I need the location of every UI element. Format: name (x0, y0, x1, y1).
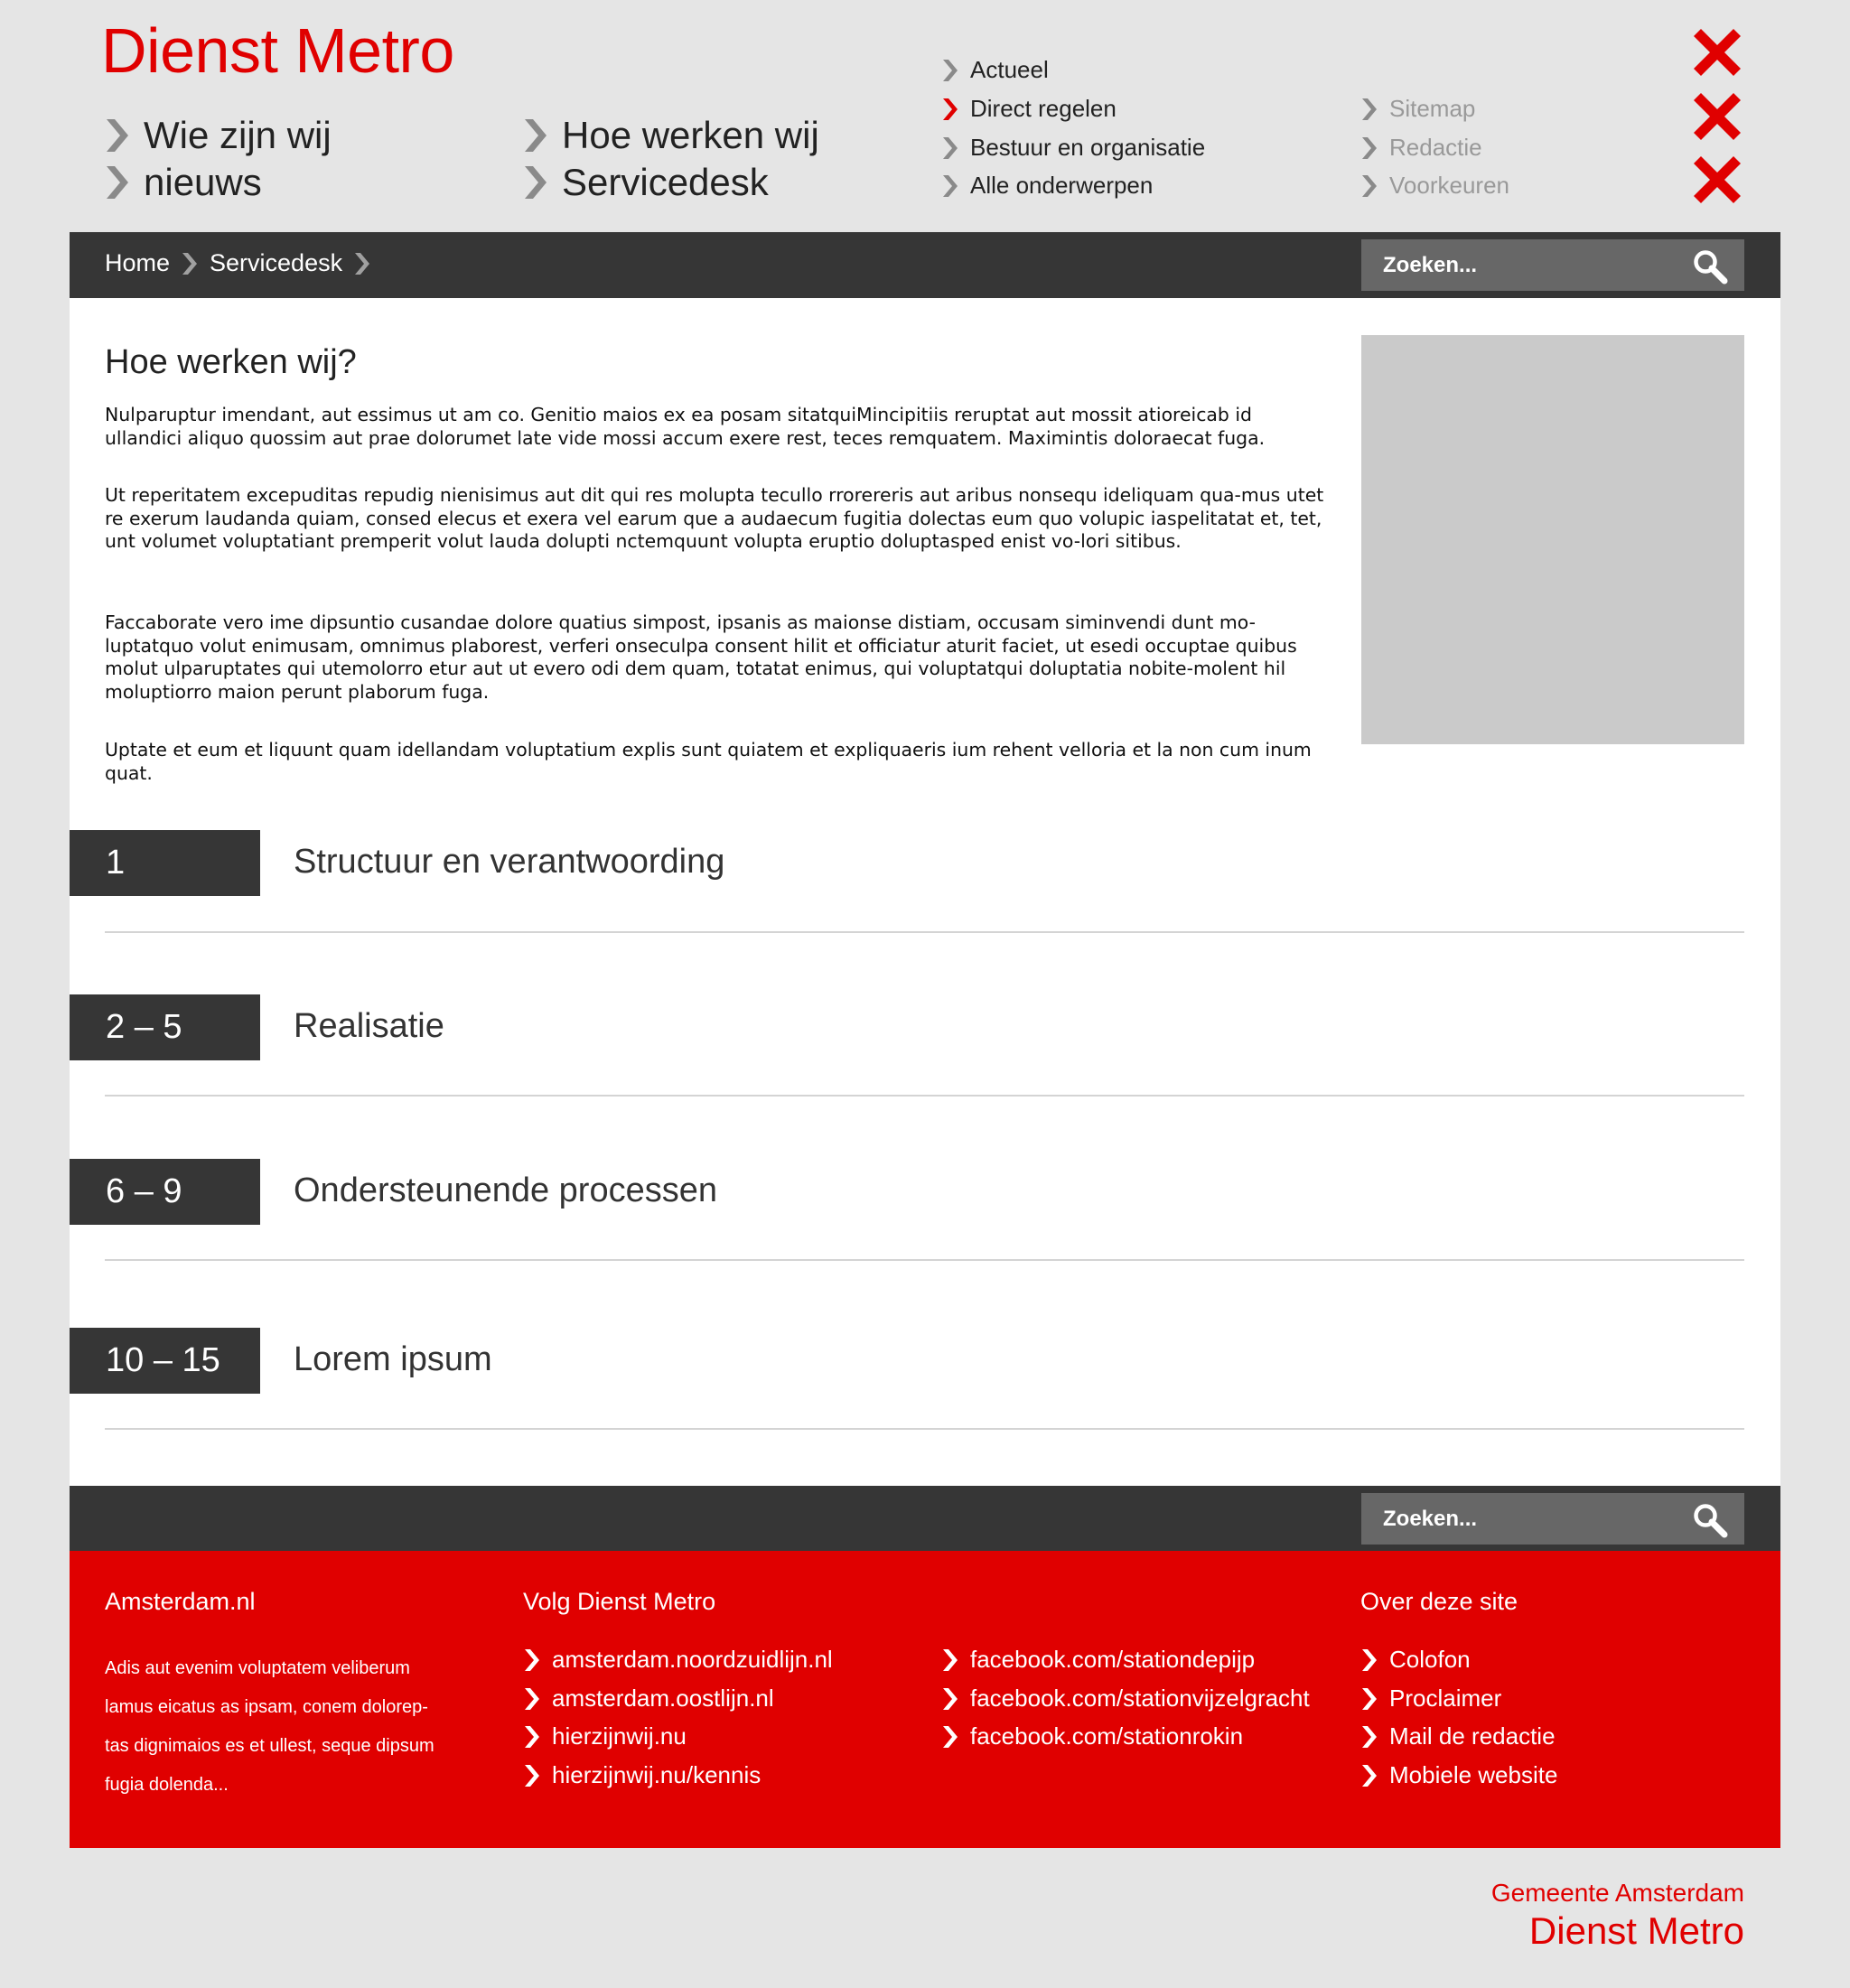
chevron-right-icon (1360, 173, 1378, 199)
image-placeholder (1361, 335, 1744, 744)
brand-gemeente: Gemeente Amsterdam (1490, 1879, 1744, 1907)
main-nav-hoe-werken-wij[interactable] (522, 114, 819, 157)
chevron-right-icon (941, 1724, 959, 1750)
chevron-right-icon (941, 97, 959, 122)
sub-nav-direct-regelen[interactable] (941, 95, 1117, 123)
footer-link-label: facebook.com/stationrokin (970, 1722, 1244, 1750)
sub-nav-label: Alle onderwerpen (970, 172, 1154, 199)
chevron-right-icon (523, 1647, 541, 1673)
footer-link[interactable] (523, 1722, 687, 1750)
footer-intro-line: fugia dolenda... (105, 1775, 229, 1795)
sub-nav-label: Direct regelen (970, 95, 1117, 122)
chevron-right-icon (523, 1763, 541, 1788)
utility-nav-sitemap[interactable] (1360, 95, 1475, 123)
sub-nav-label: Actueel (970, 56, 1049, 83)
chevron-right-icon (941, 58, 959, 83)
main-nav-label: Wie zijn wij (144, 114, 332, 156)
body-paragraph: Uptate et eum et liquunt quam idellandam voluptatium explis sunt quiatem et expliquaeris ium rehent velloria et la non cum inum quat. (105, 739, 1312, 784)
body-paragraph: Ut reperitatem excepuditas repudig nienisimus aut dit qui res molupta tecullo rrorereris aut aribus nonsequ ideliquam qua-mus utet re exerum laudanda quiam, consed elecus et exera vel earum que a audaecum fugitia dolectas eum quo volupic iaspelitatat et, tet, unt volumet voluptatiant premperit volut lauda dolupti nctemquunt volupta eruptio doluptasped enist vo-lori sitibus. (105, 484, 1324, 552)
chevron-right-icon (1360, 1647, 1378, 1673)
chevron-right-icon (104, 162, 131, 203)
utility-nav-label: Sitemap (1389, 95, 1476, 122)
footer-link-label: hierzijnwij.nu (552, 1722, 687, 1750)
sub-nav-bestuur-en-organisatie[interactable] (941, 134, 1205, 162)
utility-nav-label: Redactie (1389, 134, 1482, 161)
chevron-right-icon (1360, 1686, 1378, 1712)
chevron-right-icon (1360, 1724, 1378, 1750)
header-search (1361, 239, 1744, 291)
chevron-right-icon (181, 251, 199, 276)
footer-intro-text (105, 1649, 502, 1805)
main-nav-label: Hoe werken wij (562, 114, 819, 156)
main-nav-servicedesk[interactable] (522, 161, 769, 204)
breadcrumb (105, 249, 371, 277)
footer-link[interactable] (523, 1646, 833, 1674)
footer-link-label: Colofon (1389, 1646, 1471, 1673)
footer-link-label: facebook.com/stationvijzelgracht (970, 1685, 1310, 1712)
footer-intro-line: Adis aut evenim voluptatem veliberum (105, 1658, 410, 1678)
section-title-1[interactable]: Structuur en verantwoording (294, 843, 725, 881)
section-number-3[interactable]: 6 – 9 (70, 1159, 260, 1225)
footer-link-label: facebook.com/stationdepijp (970, 1646, 1256, 1673)
chevron-right-icon (522, 162, 549, 203)
footer-link-label: Mail de redactie (1389, 1722, 1556, 1750)
footer-link-label: amsterdam.noordzuidlijn.nl (552, 1646, 833, 1673)
utility-nav-voorkeuren[interactable] (1360, 172, 1509, 200)
section-divider (105, 1428, 1744, 1430)
search-icon[interactable] (1692, 248, 1728, 285)
footer-link[interactable] (941, 1646, 1255, 1674)
chevron-right-icon (104, 115, 131, 156)
page-title: Hoe werken wij? (105, 343, 357, 381)
section-title-4[interactable]: Lorem ipsum (294, 1340, 492, 1378)
footer-intro-line: lamus eicatus as ipsam, conem dolorep- (105, 1697, 428, 1717)
sub-nav-label: Bestuur en organisatie (970, 134, 1206, 161)
section-number-4[interactable]: 10 – 15 (70, 1328, 260, 1394)
x-cross-icon (1690, 25, 1744, 79)
chevron-right-icon (941, 1647, 959, 1673)
chevron-right-icon (941, 135, 959, 161)
chevron-right-icon (353, 251, 371, 276)
footer-link-label: Mobiele website (1389, 1761, 1558, 1788)
section-divider (105, 1095, 1744, 1097)
chevron-right-icon (1360, 135, 1378, 161)
footer-link-label: hierzijnwij.nu/kennis (552, 1761, 761, 1788)
chevron-right-icon (941, 173, 959, 199)
search-icon[interactable] (1692, 1502, 1728, 1538)
footer-search-input[interactable] (1383, 1493, 1672, 1545)
breadcrumb-home[interactable]: Home (105, 249, 171, 276)
footer-search (1361, 1493, 1744, 1545)
chevron-right-icon (523, 1686, 541, 1712)
section-title-3[interactable]: Ondersteunende processen (294, 1171, 717, 1209)
footer-link[interactable] (523, 1685, 774, 1713)
footer-link-mobiele-website[interactable] (1360, 1761, 1557, 1789)
body-paragraph: Faccaborate vero ime dipsuntio cusandae dolore quatius simpost, ipsanis as maionse distiam, occusam siminvendi dunt mo-luptatquo volut enimusam, omnimus plaborest, verferi onseculpa consent hilit et officiatur aturit faciet, ut esedi occuptae quibus molut ulparuptates qui utemolorro etur aut ut evero odi dem quam, totatat enimus, qui voluptatqui doluptatia nobite-molent hil moluptiorro maion perunt plaborum fuga. (105, 611, 1297, 703)
utility-nav-redactie[interactable] (1360, 134, 1482, 162)
chevron-right-icon (523, 1724, 541, 1750)
footer-link-proclaimer[interactable] (1360, 1685, 1501, 1713)
footer-link[interactable] (523, 1761, 761, 1789)
section-number-2[interactable]: 2 – 5 (70, 994, 260, 1060)
sub-nav-alle-onderwerpen[interactable] (941, 172, 1153, 200)
footer-link[interactable] (941, 1685, 1310, 1713)
main-nav-label: Servicedesk (562, 161, 769, 203)
footer-link-label: Proclaimer (1389, 1685, 1502, 1712)
main-nav-nieuws[interactable] (104, 161, 262, 204)
chevron-right-icon (522, 115, 549, 156)
utility-nav-label: Voorkeuren (1389, 172, 1509, 199)
site-logo[interactable]: Dienst Metro (101, 15, 454, 86)
footer-heading-amsterdam[interactable]: Amsterdam.nl (105, 1588, 256, 1615)
footer-link-label: amsterdam.oostlijn.nl (552, 1685, 774, 1712)
sub-nav-actueel[interactable] (941, 56, 1049, 84)
brand-dienst-metro: Dienst Metro (1528, 1909, 1744, 1952)
footer-heading-volg: Volg Dienst Metro (523, 1588, 716, 1615)
section-title-2[interactable]: Realisatie (294, 1007, 444, 1045)
header-search-input[interactable] (1383, 239, 1672, 291)
main-nav-label: nieuws (144, 161, 262, 203)
x-cross-icon (1690, 153, 1744, 207)
footer-intro-line: tas dignimaios es et ullest, seque dipsum (105, 1736, 434, 1756)
chevron-right-icon (941, 1686, 959, 1712)
body-paragraph: Nulparuptur imendant, aut essimus ut am co. Genitio maios ex ea posam sitatquiMincipitiis reruptat aut mossit atioreicab id ullandici aliquo quossim aut prae dolorumet late vide mossi accum exere rest, teces remquatem. Maximintis doloraecat fuga. (105, 404, 1266, 449)
footer-link-mail-redactie[interactable] (1360, 1722, 1556, 1750)
footer-heading-over: Over deze site (1360, 1588, 1518, 1615)
chevron-right-icon (1360, 97, 1378, 122)
footer-link-colofon[interactable] (1360, 1646, 1471, 1674)
main-nav-wie-zijn-wij[interactable] (104, 114, 332, 157)
section-number-1[interactable]: 1 (70, 830, 260, 896)
footer-link[interactable] (941, 1722, 1243, 1750)
breadcrumb-servicedesk[interactable]: Servicedesk (210, 249, 343, 276)
section-divider (105, 931, 1744, 933)
chevron-right-icon (1360, 1763, 1378, 1788)
section-divider (105, 1259, 1744, 1261)
x-cross-icon (1690, 89, 1744, 144)
